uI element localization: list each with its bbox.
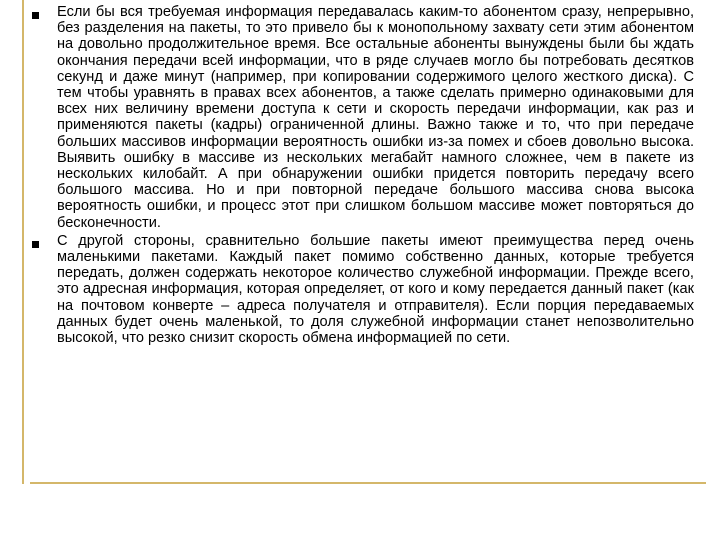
bullet-text: Если бы вся требуемая информация передавалась каким-то абонентом сразу, непрерывно, без разделения на пакеты, то это привело бы к монопольному захвату сети этим абонентом на довольно продолжительное время. Все остальные абоненты вынуждены были бы ждать окончания передачи всей информации, что в ряде случаев могло бы потребовать десятков секунд и даже минут (например, при копировании содержимого целого жесткого диска). С тем чтобы уравнять в правах всех абонентов, а также сделать примерно одинаковыми для всех них величину времени доступа к сети и скорость передачи информации, как раз и применяются пакеты (кадры) ограниченной длины. Важно также и то, что при передаче больших массивов информации вероятность ошибки из-за помех и сбоев довольно высока. Выявить ошибку в массиве из нескольких мегабайт намного сложнее, чем в пакете из нескольких килобайт. А при обнаружении ошибки придется повторить передачу всего большого массива. Но и при повторной передаче большого массива снова высока вероятность ошибки, и процесс этот при слишком большом массиве может повторяться до бесконечности. [57,4,694,231]
bullet-item-large-packet-advantages [30,233,694,346]
square-bullet-icon [32,241,39,248]
square-bullet-icon [32,12,39,19]
bullet-list [30,4,694,348]
slide-frame-horizontal-line [30,482,706,484]
slide-frame-vertical-line [22,0,24,484]
bullet-item-packet-size-drawbacks [30,4,694,231]
bullet-text: С другой стороны, сравнительно большие пакеты имеют преимущества перед очень маленькими пакетами. Каждый пакет помимо собственно данных, которые требуется передать, должен содержать некоторое количество служебной информации. Прежде всего, это адресная информация, которая определяет, от кого и кому передается данный пакет (как на почтовом конверте – адреса получателя и отправителя). Если порция передаваемых данных будет очень маленькой, то доля служебной информации станет непозволительно высокой, что резко снизит скорость обмена информацией по сети. [57,232,694,347]
